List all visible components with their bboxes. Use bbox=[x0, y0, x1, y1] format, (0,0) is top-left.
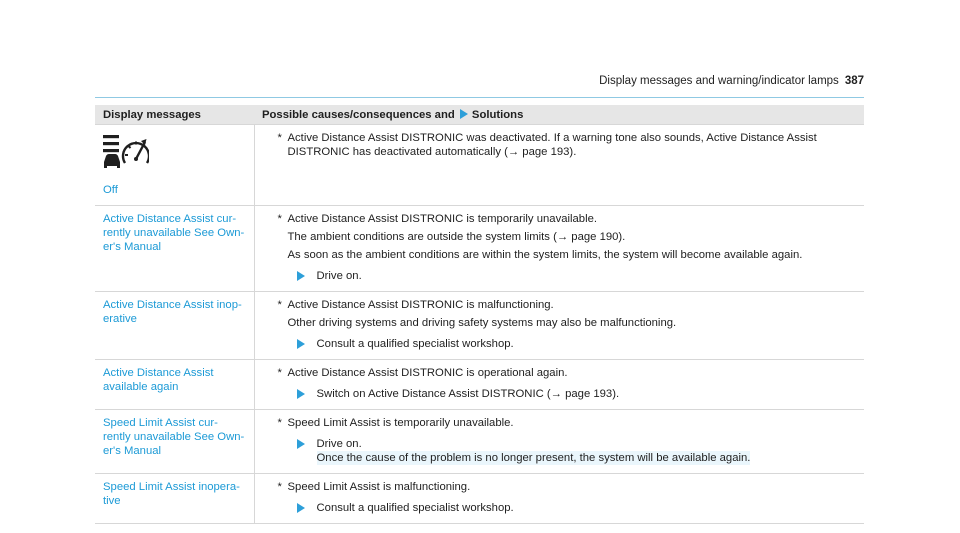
asterisk-bullet: * bbox=[277, 367, 282, 379]
distance-assist-gauge-icon bbox=[103, 133, 149, 173]
cause-text: Active Distance Assist DISTRONIC is temporarily unavailable. bbox=[287, 213, 598, 225]
cause-cell bbox=[254, 292, 864, 360]
cause-cell bbox=[254, 474, 864, 524]
message-text: Active Distance Assist cur-rently unavailable See Own-er's Manual bbox=[103, 213, 245, 253]
column-header-causes: Possible causes/consequences and Solutions bbox=[254, 105, 864, 125]
detail-text: The ambient conditions are outside the system limits (→ page 190). bbox=[287, 231, 626, 243]
table-row bbox=[95, 125, 864, 206]
cause-cell bbox=[254, 206, 864, 292]
asterisk-bullet: * bbox=[277, 299, 282, 311]
cause-cell bbox=[254, 410, 864, 474]
step-text: Switch on Active Distance Assist DISTRONIC (→ page 193). bbox=[316, 388, 620, 400]
asterisk-bullet: * bbox=[277, 213, 282, 225]
page-header bbox=[95, 0, 864, 98]
message-cell bbox=[95, 292, 254, 360]
asterisk-bullet: * bbox=[277, 132, 282, 144]
cause-cell bbox=[254, 360, 864, 410]
step-text: Consult a qualified specialist workshop. bbox=[316, 502, 514, 514]
message-text: Speed Limit Assist cur-rently unavailable See Own-er's Manual bbox=[103, 417, 245, 457]
header-text bbox=[599, 75, 864, 87]
display-messages-table bbox=[95, 105, 864, 524]
table-row bbox=[95, 206, 864, 292]
solution-arrow-icon bbox=[460, 109, 468, 119]
detail-text: Other driving systems and driving safety systems may also be malfunctioning. bbox=[287, 317, 677, 329]
step-text: Drive on. bbox=[316, 270, 362, 282]
table-row bbox=[95, 292, 864, 360]
message-text: Off bbox=[103, 184, 118, 196]
step-text: Consult a qualified specialist workshop. bbox=[316, 338, 514, 350]
cause-text: Active Distance Assist DISTRONIC was deactivated. If a warning tone also sounds, Active Distance Assist DISTRONIC has deactivated automatically (→ page 193). bbox=[287, 132, 817, 158]
cause-text: Speed Limit Assist is temporarily unavailable. bbox=[287, 417, 514, 429]
asterisk-bullet: * bbox=[277, 417, 282, 429]
detail-text: As soon as the ambient conditions are within the system limits, the system will become available again. bbox=[287, 249, 803, 261]
asterisk-bullet: * bbox=[277, 481, 282, 493]
cause-text: Active Distance Assist DISTRONIC is malfunctioning. bbox=[287, 299, 554, 311]
table-row bbox=[95, 474, 864, 524]
message-cell bbox=[95, 360, 254, 410]
step-arrow-icon bbox=[297, 271, 305, 281]
message-cell bbox=[95, 206, 254, 292]
cause-cell bbox=[254, 125, 864, 206]
table-header-row bbox=[95, 105, 864, 125]
message-text: Active Distance Assist available again bbox=[103, 367, 214, 393]
step-arrow-icon bbox=[297, 503, 305, 513]
cause-text: Speed Limit Assist is malfunctioning. bbox=[287, 481, 471, 493]
message-cell bbox=[95, 474, 254, 524]
table-row bbox=[95, 360, 864, 410]
message-cell bbox=[95, 410, 254, 474]
step-note: Once the cause of the problem is no longer present, the system will be available again. bbox=[316, 452, 751, 464]
page-number: 387 bbox=[844, 75, 864, 87]
step-arrow-icon bbox=[297, 339, 305, 349]
table-row bbox=[95, 410, 864, 474]
message-cell bbox=[95, 125, 254, 206]
message-text: Speed Limit Assist inopera-tive bbox=[103, 481, 240, 507]
column-header-display-messages: Display messages bbox=[95, 105, 254, 125]
step-arrow-icon bbox=[297, 389, 305, 399]
message-text: Active Distance Assist inop-erative bbox=[103, 299, 242, 325]
header-title: Display messages and warning/indicator lamps bbox=[599, 75, 839, 87]
step-text: Drive on. bbox=[316, 438, 362, 450]
step-arrow-icon bbox=[297, 439, 305, 449]
cause-text: Active Distance Assist DISTRONIC is operational again. bbox=[287, 367, 568, 379]
